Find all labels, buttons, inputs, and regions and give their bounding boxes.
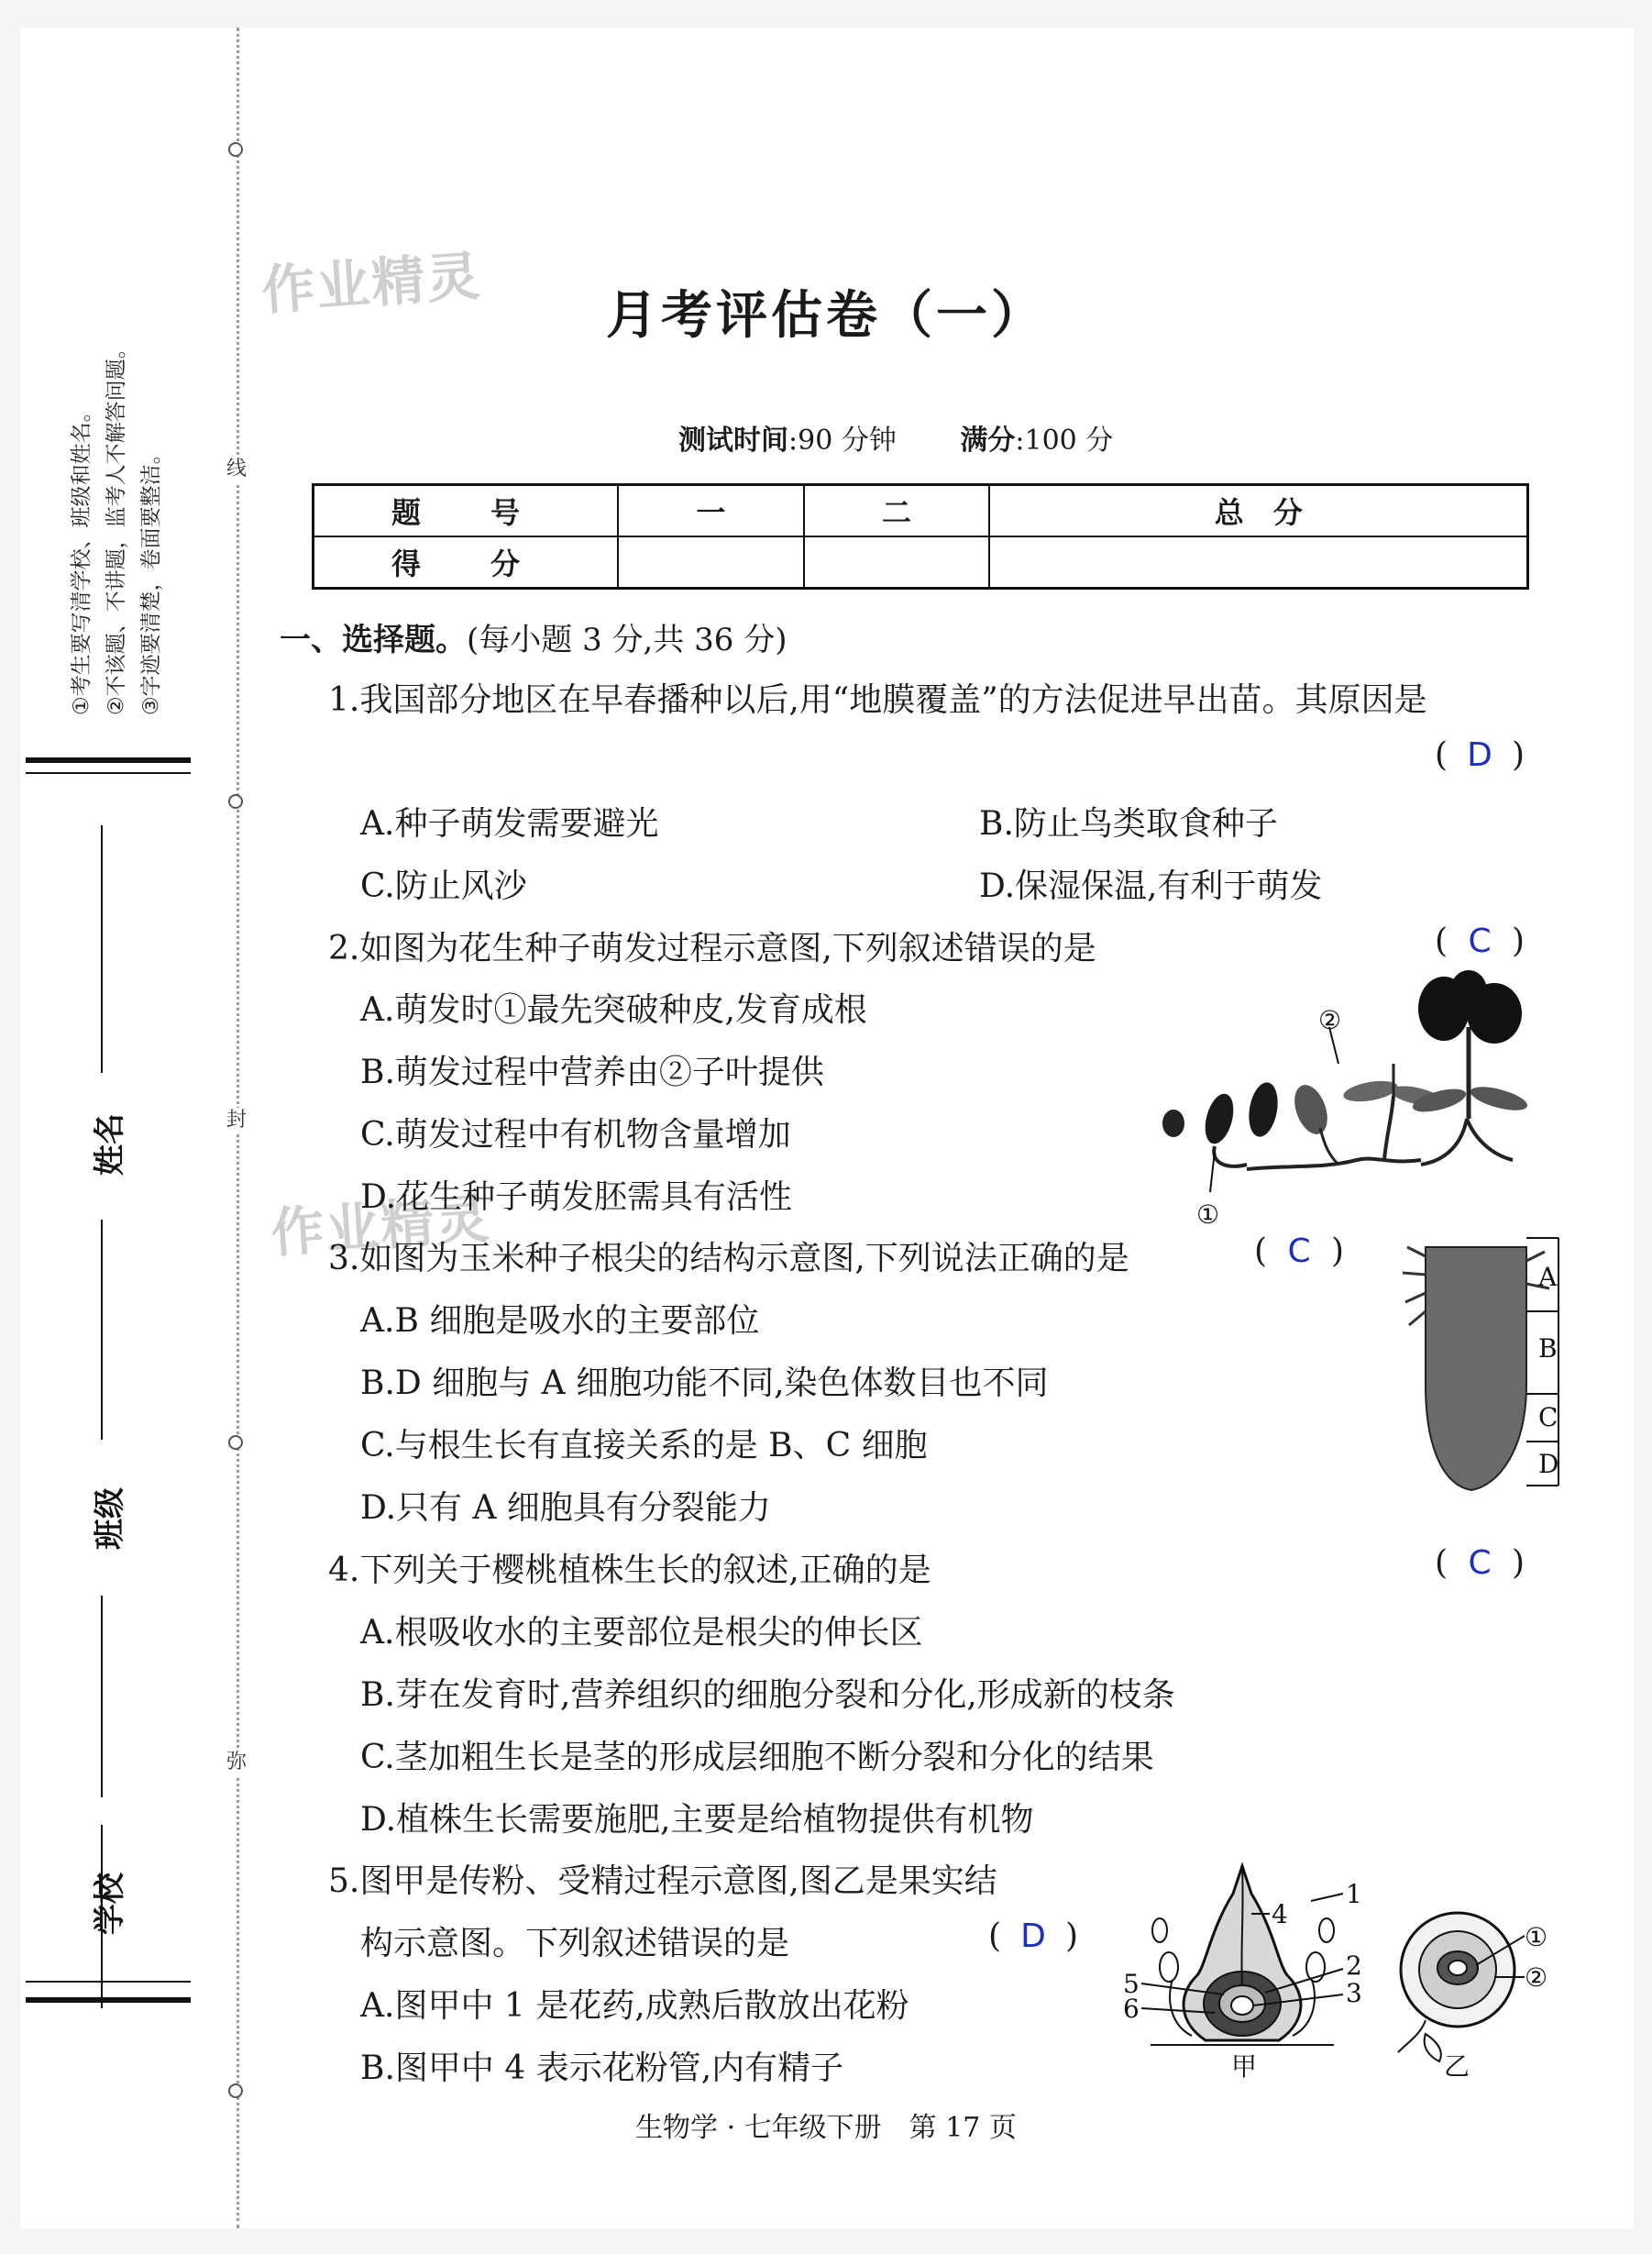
binding-hole (228, 1435, 243, 1450)
question-stem: 4.下列关于樱桃植株生长的叙述,正确的是 (328, 1552, 931, 1589)
class-field-label: 班级 (92, 1487, 128, 1550)
exam-instructions (64, 337, 169, 715)
score-cell: 一 (618, 485, 804, 537)
root-tip-figure (1398, 1238, 1572, 1499)
label-cotyledon: ② (1318, 1005, 1342, 1035)
answer-bracket: ( C ) (1435, 1544, 1525, 1582)
cotyledon (1469, 1082, 1530, 1115)
binding-mark-mi: 弥 (226, 1751, 247, 1773)
zone-label-B: B (1538, 1333, 1558, 1364)
option: B.防止鸟类取食种子 (979, 805, 1278, 843)
page-title: 月考评估卷（一） (606, 286, 1046, 346)
score-cell: 得 分 (314, 536, 619, 589)
zone-label-A: A (1538, 1262, 1558, 1292)
option: A.图甲中 1 是花药,成熟后散放出花粉 (360, 1987, 909, 2025)
zone-label-C: C (1538, 1402, 1558, 1432)
score-cell: 题 号 (314, 485, 619, 537)
label-leader (1311, 1894, 1343, 1901)
score-cell: 总 分 (989, 485, 1527, 537)
true-leaf (1450, 970, 1487, 1011)
name-field-line[interactable] (101, 825, 103, 1073)
divider (26, 1997, 191, 2003)
score-table-score-row (314, 536, 1528, 589)
pollen-tube (1241, 1868, 1242, 1985)
question-stem: 2.如图为花生种子萌发过程示意图,下列叙述错误的是 (328, 930, 1096, 967)
peanut-germination-figure (1146, 972, 1558, 1229)
class-field-line[interactable] (101, 1596, 103, 1797)
stem (1384, 1096, 1393, 1160)
option: C.茎加粗生长是茎的形成层细胞不断分裂和分化的结果 (360, 1739, 1154, 1776)
divider (26, 772, 191, 774)
option: B.芽在发育时,营养组织的细胞分裂和分化,形成新的枝条 (360, 1676, 1175, 1714)
option: D.只有 A 细胞具有分裂能力 (360, 1489, 771, 1527)
watermark: 作业精灵 (259, 244, 484, 323)
score-cell: 二 (804, 485, 990, 537)
score-input-cell[interactable] (804, 536, 990, 589)
instruction-1: ①考生要写清学校、班级和姓名。 (70, 401, 94, 715)
answer-bracket: ( D ) (988, 1917, 1079, 1955)
score-table-header-row (314, 485, 1528, 537)
flower-fertilization-figure (1123, 1857, 1389, 2082)
flower-label-2: 2 (1346, 1950, 1362, 1981)
score-input-cell[interactable] (989, 536, 1527, 589)
fruit-structure-figure (1389, 1896, 1554, 2080)
binding-mark-xian: 线 (226, 458, 247, 481)
name-field-label: 姓名 (92, 1113, 128, 1176)
flower-label-6: 6 (1123, 1994, 1140, 2024)
seed-stage-2 (1200, 1090, 1239, 1146)
divider (26, 1981, 191, 1983)
option: C.萌发过程中有机物含量增加 (360, 1116, 791, 1154)
zone-label-D: D (1538, 1449, 1559, 1479)
binding-hole (228, 2083, 243, 2098)
answer-bracket: ( C ) (1254, 1232, 1345, 1270)
option: C.防止风沙 (360, 867, 527, 905)
option: B.图甲中 4 表示花粉管,内有精子 (360, 2050, 844, 2087)
answer-mark: C (1468, 1544, 1492, 1582)
question-stem: 5.图甲是传粉、受精过程示意图,图乙是果实结 (328, 1862, 997, 1900)
option: A.B 细胞是吸水的主要部位 (360, 1302, 760, 1340)
figure-caption-jia: 甲 (1231, 2051, 1258, 2082)
flower-label-3: 3 (1346, 1978, 1362, 2008)
score-input-cell[interactable] (618, 536, 804, 589)
answer-mark: C (1468, 923, 1492, 960)
exam-meta (678, 417, 1168, 458)
score-table (312, 483, 1529, 590)
answer-bracket: ( D ) (1435, 736, 1525, 774)
anther (1160, 1952, 1178, 1982)
exam-time: 测试时间:90 分钟 (678, 425, 897, 457)
option: A.种子萌发需要避光 (360, 805, 659, 843)
radicle (1214, 1146, 1247, 1166)
embryo-sac (1231, 1996, 1253, 2015)
root-tip-body (1426, 1247, 1526, 1490)
flower-label-1: 1 (1346, 1879, 1362, 1909)
fruit-stalk (1398, 2020, 1441, 2061)
question-stem-continued: 构示意图。下列叙述错误的是 (360, 1925, 790, 1962)
option: D.花生种子萌发胚需具有活性 (360, 1178, 793, 1216)
embryo (1448, 1961, 1467, 1975)
option: B.萌发过程中营养由②子叶提供 (360, 1054, 824, 1091)
instruction-3: ③字迹要清楚，卷面要整洁。 (139, 443, 163, 715)
option: D.植株生长需要施肥,主要是给植物提供有机物 (360, 1801, 1034, 1839)
anther (1152, 1918, 1167, 1942)
answer-mark: D (1020, 1917, 1046, 1955)
instruction-2: ②不该题、不讲题，监考人不解答问题。 (105, 337, 128, 715)
seed-stage-4 (1288, 1080, 1333, 1139)
binding-hole (228, 794, 243, 809)
stem (1320, 1128, 1338, 1165)
school-field-label: 学校 (92, 1873, 128, 1935)
option: A.根吸收水的主要部位是根尖的伸长区 (360, 1614, 923, 1652)
label-leader (1210, 1151, 1215, 1192)
option: D.保湿保温,有利于萌发 (979, 867, 1323, 905)
seed-stage-1 (1162, 1110, 1184, 1137)
fruit-label-2: ② (1525, 1962, 1548, 1993)
answer-bracket: ( C ) (1435, 923, 1525, 960)
answer-mark: C (1287, 1232, 1311, 1270)
option: A.萌发时①最先突破种皮,发育成根 (360, 991, 867, 1029)
roots (1421, 1119, 1513, 1165)
option: C.与根生长有直接关系的是 B、C 细胞 (360, 1427, 928, 1464)
label-radicle: ① (1196, 1199, 1220, 1230)
question-stem: 1.我国部分地区在早春播种以后,用“地膜覆盖”的方法促进早出苗。其原因是 (328, 681, 1427, 719)
figure-caption-yi: 乙 (1444, 2051, 1470, 2082)
binding-mark-feng: 封 (226, 1109, 247, 1132)
fruit-label-1: ① (1525, 1922, 1548, 1952)
anther (1319, 1918, 1334, 1942)
exam-full-score: 满分:100 分 (960, 425, 1114, 457)
flower-label-4: 4 (1272, 1899, 1288, 1929)
section-heading: 一、选择题。(每小题 3 分,共 36 分) (280, 622, 787, 658)
binding-hole (228, 142, 243, 157)
option: B.D 细胞与 A 细胞功能不同,染色体数目也不同 (360, 1365, 1049, 1402)
answer-mark: D (1467, 736, 1492, 774)
question-stem: 3.如图为玉米种子根尖的结构示意图,下列说法正确的是 (328, 1240, 1129, 1277)
name-field-line-lower (101, 1220, 103, 1440)
seed-stage-3 (1245, 1080, 1282, 1139)
divider (26, 757, 191, 763)
watermark: 作业精灵 (269, 1187, 493, 1265)
flower-label-5: 5 (1123, 1969, 1140, 1999)
cotyledon (1342, 1077, 1400, 1105)
page-footer: 生物学 · 七年级下册 第 17 页 (635, 2112, 1017, 2144)
